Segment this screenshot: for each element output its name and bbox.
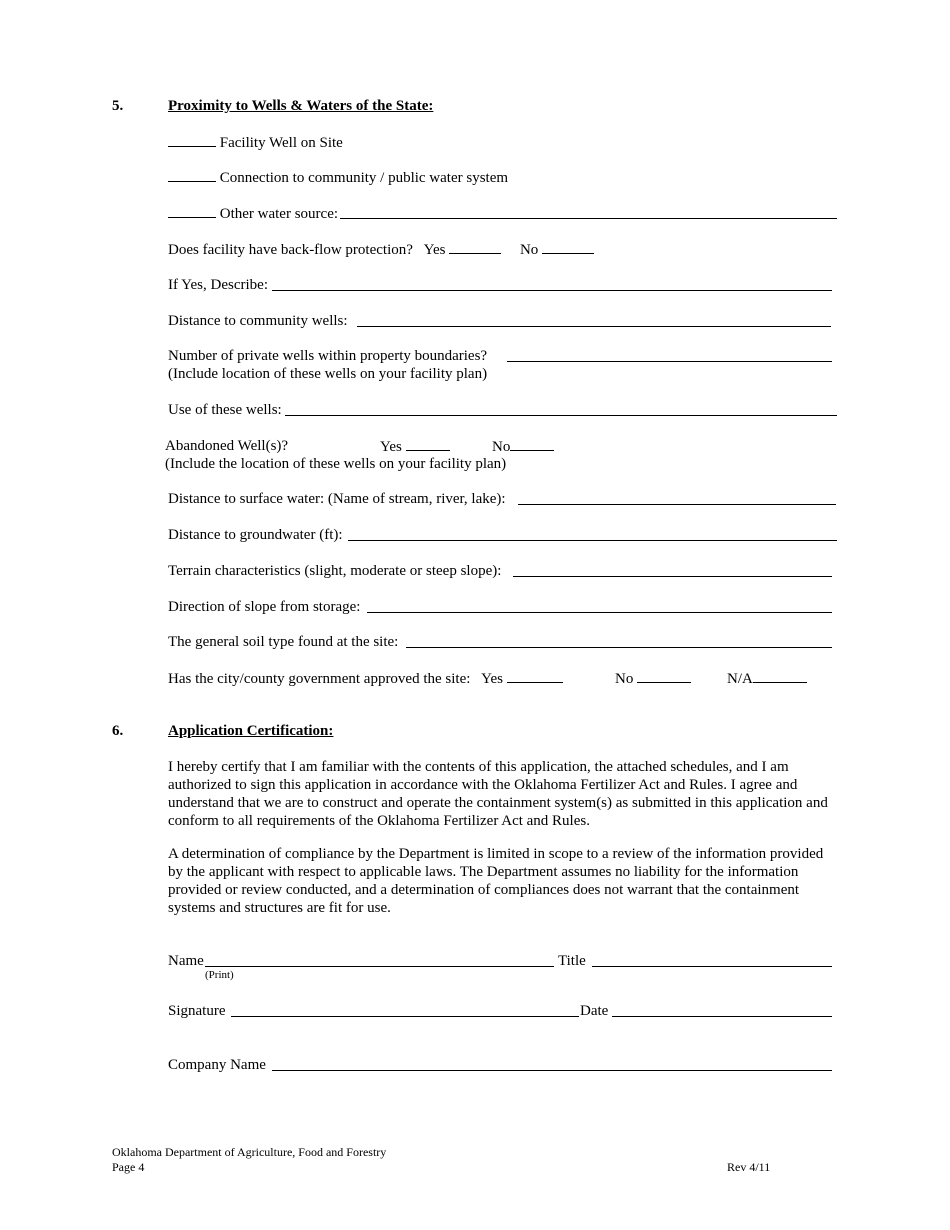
date-label: Date <box>580 1003 609 1019</box>
groundwater-field[interactable] <box>348 539 837 541</box>
connection-row <box>168 168 508 187</box>
title-label: Title <box>558 953 586 969</box>
signature-field[interactable] <box>231 1015 579 1017</box>
soil-type-label: The general soil type found at the site: <box>168 634 399 650</box>
if-yes-field[interactable] <box>272 289 832 291</box>
abandoned-no-label: No <box>492 439 511 455</box>
backflow-yes-label: Yes <box>423 242 446 258</box>
use-wells-field[interactable] <box>285 414 837 416</box>
abandoned-no <box>492 437 554 456</box>
abandoned-yes-label: Yes <box>380 439 402 455</box>
facility-well-row <box>168 133 343 152</box>
backflow-no-field[interactable] <box>542 240 594 254</box>
section-6-number: 6. <box>112 723 124 739</box>
community-wells-label: Distance to community wells: <box>168 313 348 329</box>
company-name-field[interactable] <box>272 1069 832 1071</box>
abandoned-wells-label: Abandoned Well(s)? <box>165 438 289 454</box>
name-field[interactable] <box>205 965 554 967</box>
title-field[interactable] <box>592 965 832 967</box>
private-wells-label: Number of private wells within property boundaries? <box>168 348 488 364</box>
name-label: Name <box>168 953 204 969</box>
private-wells-field[interactable] <box>507 360 832 362</box>
certification-paragraph: I hereby certify that I am familiar with the contents of this application, the attached schedules, and I am authorized to sign this application in accordance with the Oklahoma Fertilizer Act and Rules. I agree and understand that we are to construct and operate the containment system(s) as submitted in this application and conform to all requirements of the Oklahoma Fertilizer Act and Rules. <box>168 759 828 829</box>
approved-question: Has the city/county government approved the site: <box>168 671 471 687</box>
footer-page-number: Page 4 <box>112 1160 145 1174</box>
section-5-heading: Proximity to Wells & Waters of the State: <box>168 98 434 114</box>
abandoned-yes-field[interactable] <box>406 437 450 451</box>
approved-no-field[interactable] <box>637 669 691 683</box>
terrain-label: Terrain characteristics (slight, moderate or steep slope): <box>168 563 502 579</box>
abandoned-no-field[interactable] <box>510 437 554 451</box>
approved-row <box>168 669 563 688</box>
community-wells-field[interactable] <box>357 325 831 327</box>
section-6-heading: Application Certification: <box>168 723 334 739</box>
surface-water-label: Distance to surface water: (Name of stream, river, lake): <box>168 491 506 507</box>
private-wells-note: (Include location of these wells on your facility plan) <box>168 366 488 382</box>
backflow-row <box>168 240 594 259</box>
approved-yes-field[interactable] <box>507 669 563 683</box>
surface-water-field[interactable] <box>518 503 836 505</box>
connection-label: Connection to community / public water system <box>219 170 509 186</box>
slope-direction-field[interactable] <box>367 611 832 613</box>
facility-well-label: Facility Well on Site <box>219 135 343 151</box>
date-field[interactable] <box>612 1015 832 1017</box>
signature-label: Signature <box>168 1003 226 1019</box>
terrain-field[interactable] <box>513 575 832 577</box>
other-source-field[interactable] <box>340 217 837 219</box>
approved-no <box>615 669 691 688</box>
company-name-label: Company Name <box>168 1057 266 1073</box>
compliance-paragraph: A determination of compliance by the Department is limited in scope to a review of the information provided by the applicant with respect to applicable laws. The Department assumes no liability for the information provided or review conducted, and a determination of compliances does not warrant that the containment systems and structures are fit for use. <box>168 846 824 916</box>
abandoned-yes <box>380 437 450 456</box>
use-wells-label: Use of these wells: <box>168 402 282 418</box>
print-note: (Print) <box>205 969 234 981</box>
approved-no-label: No <box>615 671 634 687</box>
footer-agency: Oklahoma Department of Agriculture, Food and Forestry <box>112 1145 387 1159</box>
slope-direction-label: Direction of slope from storage: <box>168 599 361 615</box>
backflow-no-label: No <box>519 242 539 258</box>
approved-na <box>727 669 807 688</box>
other-source-label: Other water source: <box>219 206 339 222</box>
facility-well-blank[interactable] <box>168 133 216 147</box>
connection-blank[interactable] <box>168 168 216 182</box>
groundwater-label: Distance to groundwater (ft): <box>168 527 343 543</box>
abandoned-wells-note: (Include the location of these wells on your facility plan) <box>165 456 507 472</box>
approved-na-label: N/A <box>727 671 753 687</box>
backflow-question: Does facility have back-flow protection? <box>168 242 413 258</box>
approved-na-field[interactable] <box>753 669 807 683</box>
footer-revision: Rev 4/11 <box>727 1160 771 1174</box>
approved-yes-label: Yes <box>481 671 503 687</box>
soil-type-field[interactable] <box>406 646 832 648</box>
other-source-check-blank[interactable] <box>168 204 216 218</box>
if-yes-label: If Yes, Describe: <box>168 277 268 293</box>
section-5-number: 5. <box>112 98 124 114</box>
backflow-yes-field[interactable] <box>449 240 501 254</box>
other-source-row <box>168 204 338 223</box>
